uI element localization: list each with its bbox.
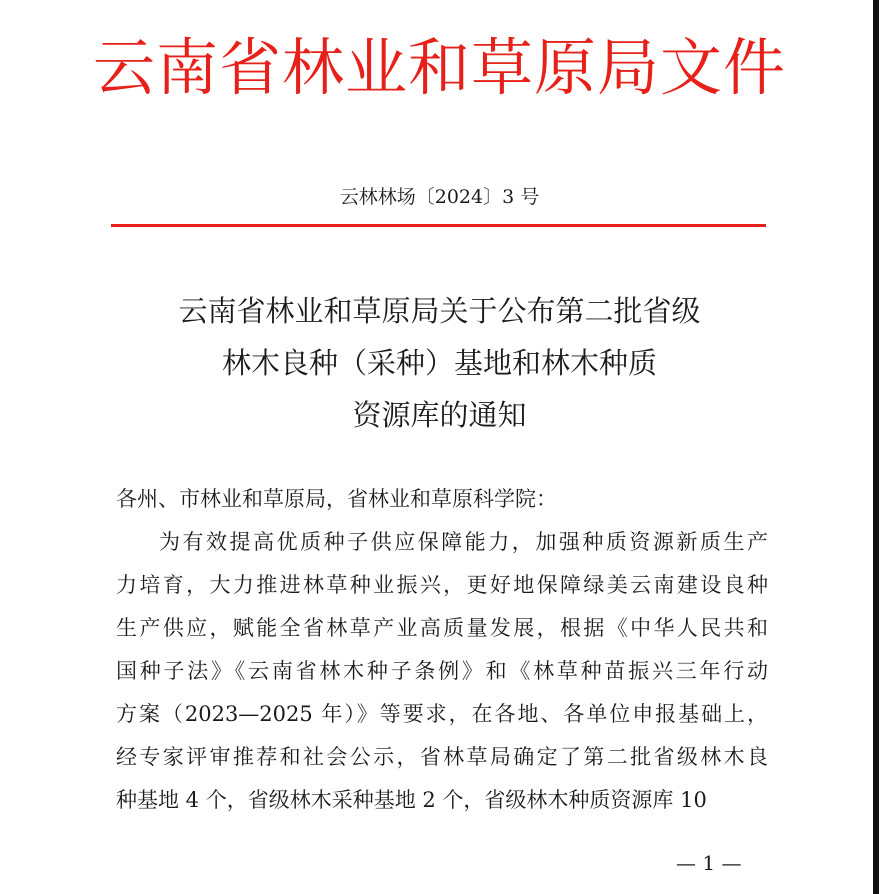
- red-divider-line: [111, 224, 766, 227]
- letterhead-title: 云南省林业和草原局文件: [92, 31, 786, 104]
- notice-title: [0, 285, 879, 441]
- document-number: 云林林场〔2024〕3 号: [339, 186, 540, 208]
- title-line: 云南省林业和草原局关于公布第二批省级: [178, 294, 701, 328]
- title-line: 资源库的通知: [352, 398, 527, 432]
- title-line: 林木良种（采种）基地和林木种质: [221, 346, 657, 380]
- addressee: 各州、市林业和草原局，省林业和草原科学院：: [116, 487, 557, 511]
- paragraph-line: 种基地 4 个，省级林木采种基地 2 个，省级林木种质资源库 10: [116, 788, 707, 812]
- paragraph-line: 方案（2023—2025 年）》等要求，在各地、各单位申报基础上，: [116, 702, 768, 726]
- document-body: [116, 478, 768, 822]
- page-edge-border: [873, 0, 879, 894]
- paragraph-line: 力培育，大力推进林草种业振兴，更好地保障绿美云南建设良种: [116, 573, 768, 597]
- paragraph-line: 经专家评审推荐和社会公示，省林草局确定了第二批省级林木良: [116, 745, 768, 769]
- paragraph-line: 生产供应，赋能全省林草产业高质量发展，根据《中华人民共和: [116, 616, 768, 640]
- paragraph-line: 国种子法》《云南省林木种子条例》和《林草种苗振兴三年行动: [116, 659, 768, 683]
- page-number: — 1 —: [676, 851, 742, 875]
- paragraph-line: 为有效提高优质种子供应保障能力，加强种质资源新质生产: [159, 530, 768, 554]
